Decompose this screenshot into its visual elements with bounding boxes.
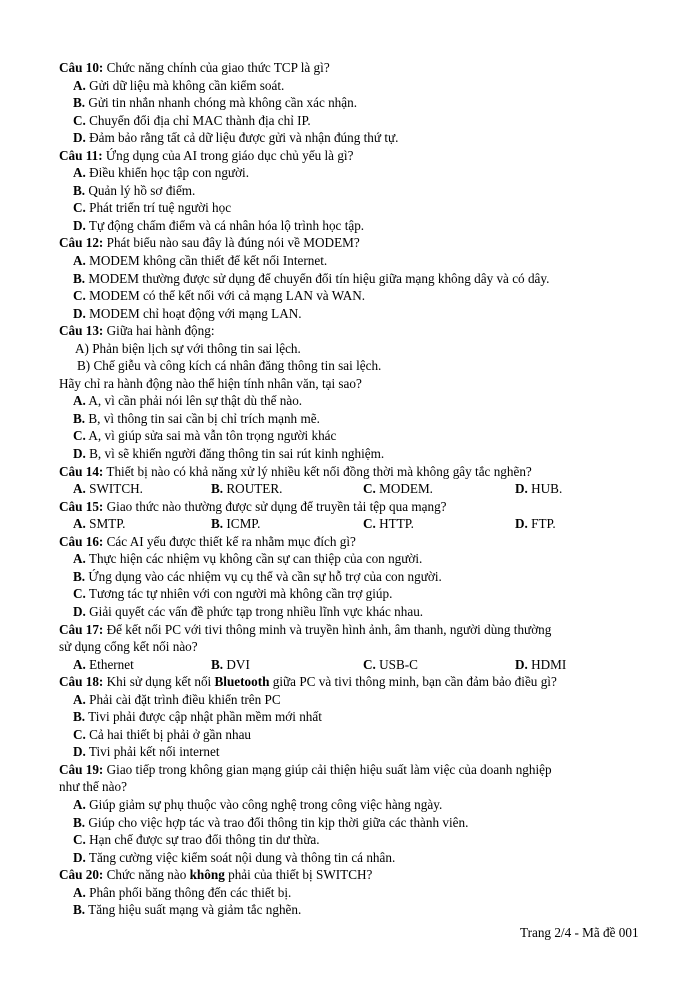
question-text: Giao thức nào thường được sử dụng để truyền tải tệp qua mạng? [103,498,447,514]
option-b [211,515,363,533]
option-key: D. [73,305,86,321]
option-b [59,270,659,288]
option-key: C. [73,428,86,444]
option-d [59,849,659,867]
option-text: Tivi phải được cập nhật phần mềm mới nhất [85,709,322,725]
question-prompt: Hãy chỉ ra hành động nào thể hiện tính nhân văn, tại sao? [59,375,362,391]
option-text: HUB. [527,481,563,497]
option-text: SWITCH. [85,481,143,497]
question-emphasis: Bluetooth [214,674,270,690]
option-text: HDMI [527,656,567,672]
options-row [59,656,659,674]
option-text: Chuyển đổi địa chỉ MAC thành địa chỉ IP. [85,112,311,128]
question-16 [59,533,659,551]
option-text: A, vì giúp sửa sai mà vẫn tôn trọng người khác [85,428,337,444]
option-text: Tivi phải kết nối internet [85,744,220,760]
option-key: B. [211,656,224,672]
option-key: D. [515,481,528,497]
question-10 [59,59,659,77]
question-text-continued: như thế nào? [59,779,127,795]
question-text: Chức năng chính của giao thức TCP là gì? [103,60,330,75]
option-key: C. [73,288,86,304]
option-key: C. [73,200,86,216]
option-text: Tương tác tự nhiên với con người mà không cần trợ giúp. [85,586,393,602]
option-text: MODEM có thể kết nối với cả mạng LAN và WAN. [85,288,366,304]
option-b [59,814,659,832]
option-d [515,480,635,498]
option-text: ICMP. [223,516,261,532]
option-d [515,515,635,533]
option-text: Ethernet [85,656,134,672]
option-key: A. [73,165,86,181]
option-key: D. [73,130,86,146]
option-key: B. [73,902,86,918]
option-key: D. [515,656,528,672]
option-text: MODEM. [375,481,433,497]
option-c [59,585,659,603]
option-key: D. [73,217,86,233]
option-key: A. [73,656,86,672]
option-text: Tăng cường việc kiểm soát nội dung và thông tin cá nhân. [85,849,396,865]
option-key: C. [363,516,376,532]
option-text: Giúp giảm sự phụ thuộc vào công nghệ trong công việc hàng ngày. [85,796,443,812]
option-c [59,287,659,305]
option-text: SMTP. [85,516,126,532]
option-text: FTP. [527,516,556,532]
option-d [59,445,659,463]
option-key: A. [73,691,86,707]
option-b [59,708,659,726]
option-c [363,656,515,674]
question-text: Các AI yếu được thiết kế ra nhằm mục đích gì? [103,533,356,549]
option-d [59,217,659,235]
question-text: Chức năng nào [103,867,190,883]
question-text: Giữa hai hành động: [103,323,215,339]
option-key: C. [73,726,86,742]
option-d [59,305,659,323]
option-d [59,743,659,761]
question-12 [59,234,659,252]
option-text: Ứng dụng vào các nhiệm vụ cụ thể và cần sự hỗ trợ của con người. [85,568,442,584]
option-a [59,550,659,568]
option-b [211,656,363,674]
option-c [59,726,659,744]
option-text: Phát triển trí tuệ người học [85,200,232,216]
option-text: ROUTER. [223,481,283,497]
question-text: Phát biểu nào sau đây là đúng nói về MODEM? [103,235,360,251]
option-key: A. [73,253,86,269]
option-a [59,884,659,902]
question-text: Ứng dụng của AI trong giáo dục chủ yếu là gì? [102,147,354,163]
options-row [59,480,659,498]
question-17 [59,621,659,639]
option-text: B, vì sẽ khiến người đăng thông tin sai rút kinh nghiệm. [85,446,385,462]
option-text: Đảm bảo rằng tất cả dữ liệu được gửi và nhận đúng thứ tự. [85,130,399,146]
option-d [59,603,659,621]
option-key: D. [73,446,86,462]
option-b [211,480,363,498]
question-19 [59,761,659,779]
option-key: A. [73,516,86,532]
option-key: B. [73,410,86,426]
option-c [59,199,659,217]
question-number: Câu 10: [59,60,104,75]
option-text: Tăng hiệu suất mạng và giảm tắc nghẽn. [85,902,302,918]
option-a [73,656,211,674]
option-a [73,480,211,498]
option-a [59,252,659,270]
option-text: Phân phối băng thông đến các thiết bị. [85,884,292,900]
option-a [59,691,659,709]
option-text: Thực hiện các nhiệm vụ không cần sự can thiệp của con người. [85,551,423,567]
question-text: Để kết nối PC với tivi thông minh và truyền hình ảnh, âm thanh, người dùng thường [103,621,552,637]
option-text: Tự động chấm điểm và cá nhân hóa lộ trình học tập. [85,217,365,233]
option-key: B. [211,481,224,497]
page-footer: Trang 2/4 - Mã đề 001 [520,925,639,940]
question-number: Câu 11: [59,147,103,163]
option-c [59,112,659,130]
option-d [515,656,635,674]
option-key: B. [73,568,86,584]
option-key: B. [73,814,86,830]
option-key: B. [211,516,224,532]
questions-block [59,59,659,919]
action-a: A) Phản biện lịch sự với thông tin sai lệch. [75,340,301,356]
option-key: A. [73,481,86,497]
question-number: Câu 20: [59,867,104,883]
option-c [59,831,659,849]
action-b: B) Chế giễu và công kích cá nhân đăng thông tin sai lệch. [77,358,382,374]
option-key: A. [73,796,86,812]
option-b [59,182,659,200]
option-key: A. [73,393,86,409]
question-number: Câu 18: [59,674,104,690]
option-b [59,568,659,586]
option-key: C. [73,112,86,128]
option-text: Giải quyết các vấn đề phức tạp trong nhiều lĩnh vực khác nhau. [85,603,424,619]
question-number: Câu 17: [59,621,104,637]
question-emphasis: không [189,867,225,883]
option-key: B. [73,182,86,198]
question-13 [59,322,659,340]
question-text-continued: sử dụng cổng kết nối nào? [59,639,198,655]
question-number: Câu 12: [59,235,104,251]
option-key: D. [73,744,86,760]
option-text: A, vì cần phải nói lên sự thật dù thế nào. [85,393,303,409]
option-text: Quản lý hồ sơ điểm. [85,182,196,198]
question-text: phải của thiết bị SWITCH? [224,867,373,883]
option-b [59,901,659,919]
option-b [59,94,659,112]
option-c [59,427,659,445]
option-text: Gửi dữ liệu mà không cần kiểm soát. [85,77,285,93]
option-c [363,480,515,498]
option-text: MODEM chỉ hoạt động với mạng LAN. [85,305,302,321]
question-number: Câu 13: [59,323,104,339]
question-text: Thiết bị nào có khả năng xử lý nhiều kết nối đồng thời mà không gây tắc nghẽn? [103,463,532,479]
option-a [59,77,659,95]
option-text: Cả hai thiết bị phải ở gần nhau [85,726,252,742]
option-text: B, vì thông tin sai cần bị chỉ trích mạnh mẽ. [85,410,320,426]
option-key: A. [73,551,86,567]
option-key: B. [73,270,86,286]
option-text: DVI [223,656,250,672]
option-key: D. [515,516,528,532]
option-text: MODEM thường được sử dụng để chuyển đổi tín hiệu giữa mạng không dây và có dây. [85,270,550,286]
option-text: Hạn chế được sự trao đổi thông tin dư thừa. [85,832,320,848]
option-d [59,129,659,147]
option-text: USB-C [375,656,418,672]
option-a [59,392,659,410]
option-text: Điều khiển học tập con người. [85,165,250,181]
question-number: Câu 16: [59,533,104,549]
question-14 [59,463,659,481]
option-key: A. [73,884,86,900]
question-text: Giao tiếp trong không gian mạng giúp cải thiện hiệu suất làm việc của doanh nghiệp [103,761,552,777]
option-key: B. [73,95,86,111]
option-text: HTTP. [375,516,414,532]
option-key: B. [73,709,86,725]
question-15 [59,498,659,516]
option-key: C. [73,832,86,848]
question-18 [59,673,659,691]
question-20 [59,866,659,884]
options-row [59,515,659,533]
option-text: Giúp cho việc hợp tác và trao đổi thông tin kịp thời giữa các thành viên. [85,814,469,830]
option-a [59,164,659,182]
option-key: C. [363,656,376,672]
option-text: Phải cài đặt trình điều khiển trên PC [85,691,281,707]
question-11 [59,147,659,165]
question-number: Câu 14: [59,463,104,479]
option-a [59,796,659,814]
option-key: D. [73,849,86,865]
question-text: Khi sử dụng kết nối [103,674,215,690]
option-c [363,515,515,533]
question-text: giữa PC và tivi thông minh, bạn cần đảm bảo điều gì? [269,674,557,690]
question-number: Câu 15: [59,498,104,514]
option-key: C. [363,481,376,497]
option-key: D. [73,603,86,619]
option-b [59,410,659,428]
option-key: C. [73,586,86,602]
question-number: Câu 19: [59,761,104,777]
option-key: A. [73,77,86,93]
option-text: Gửi tin nhắn nhanh chóng mà không cần xác nhận. [85,95,358,111]
option-a [73,515,211,533]
option-text: MODEM không cần thiết để kết nối Internet. [85,253,328,269]
